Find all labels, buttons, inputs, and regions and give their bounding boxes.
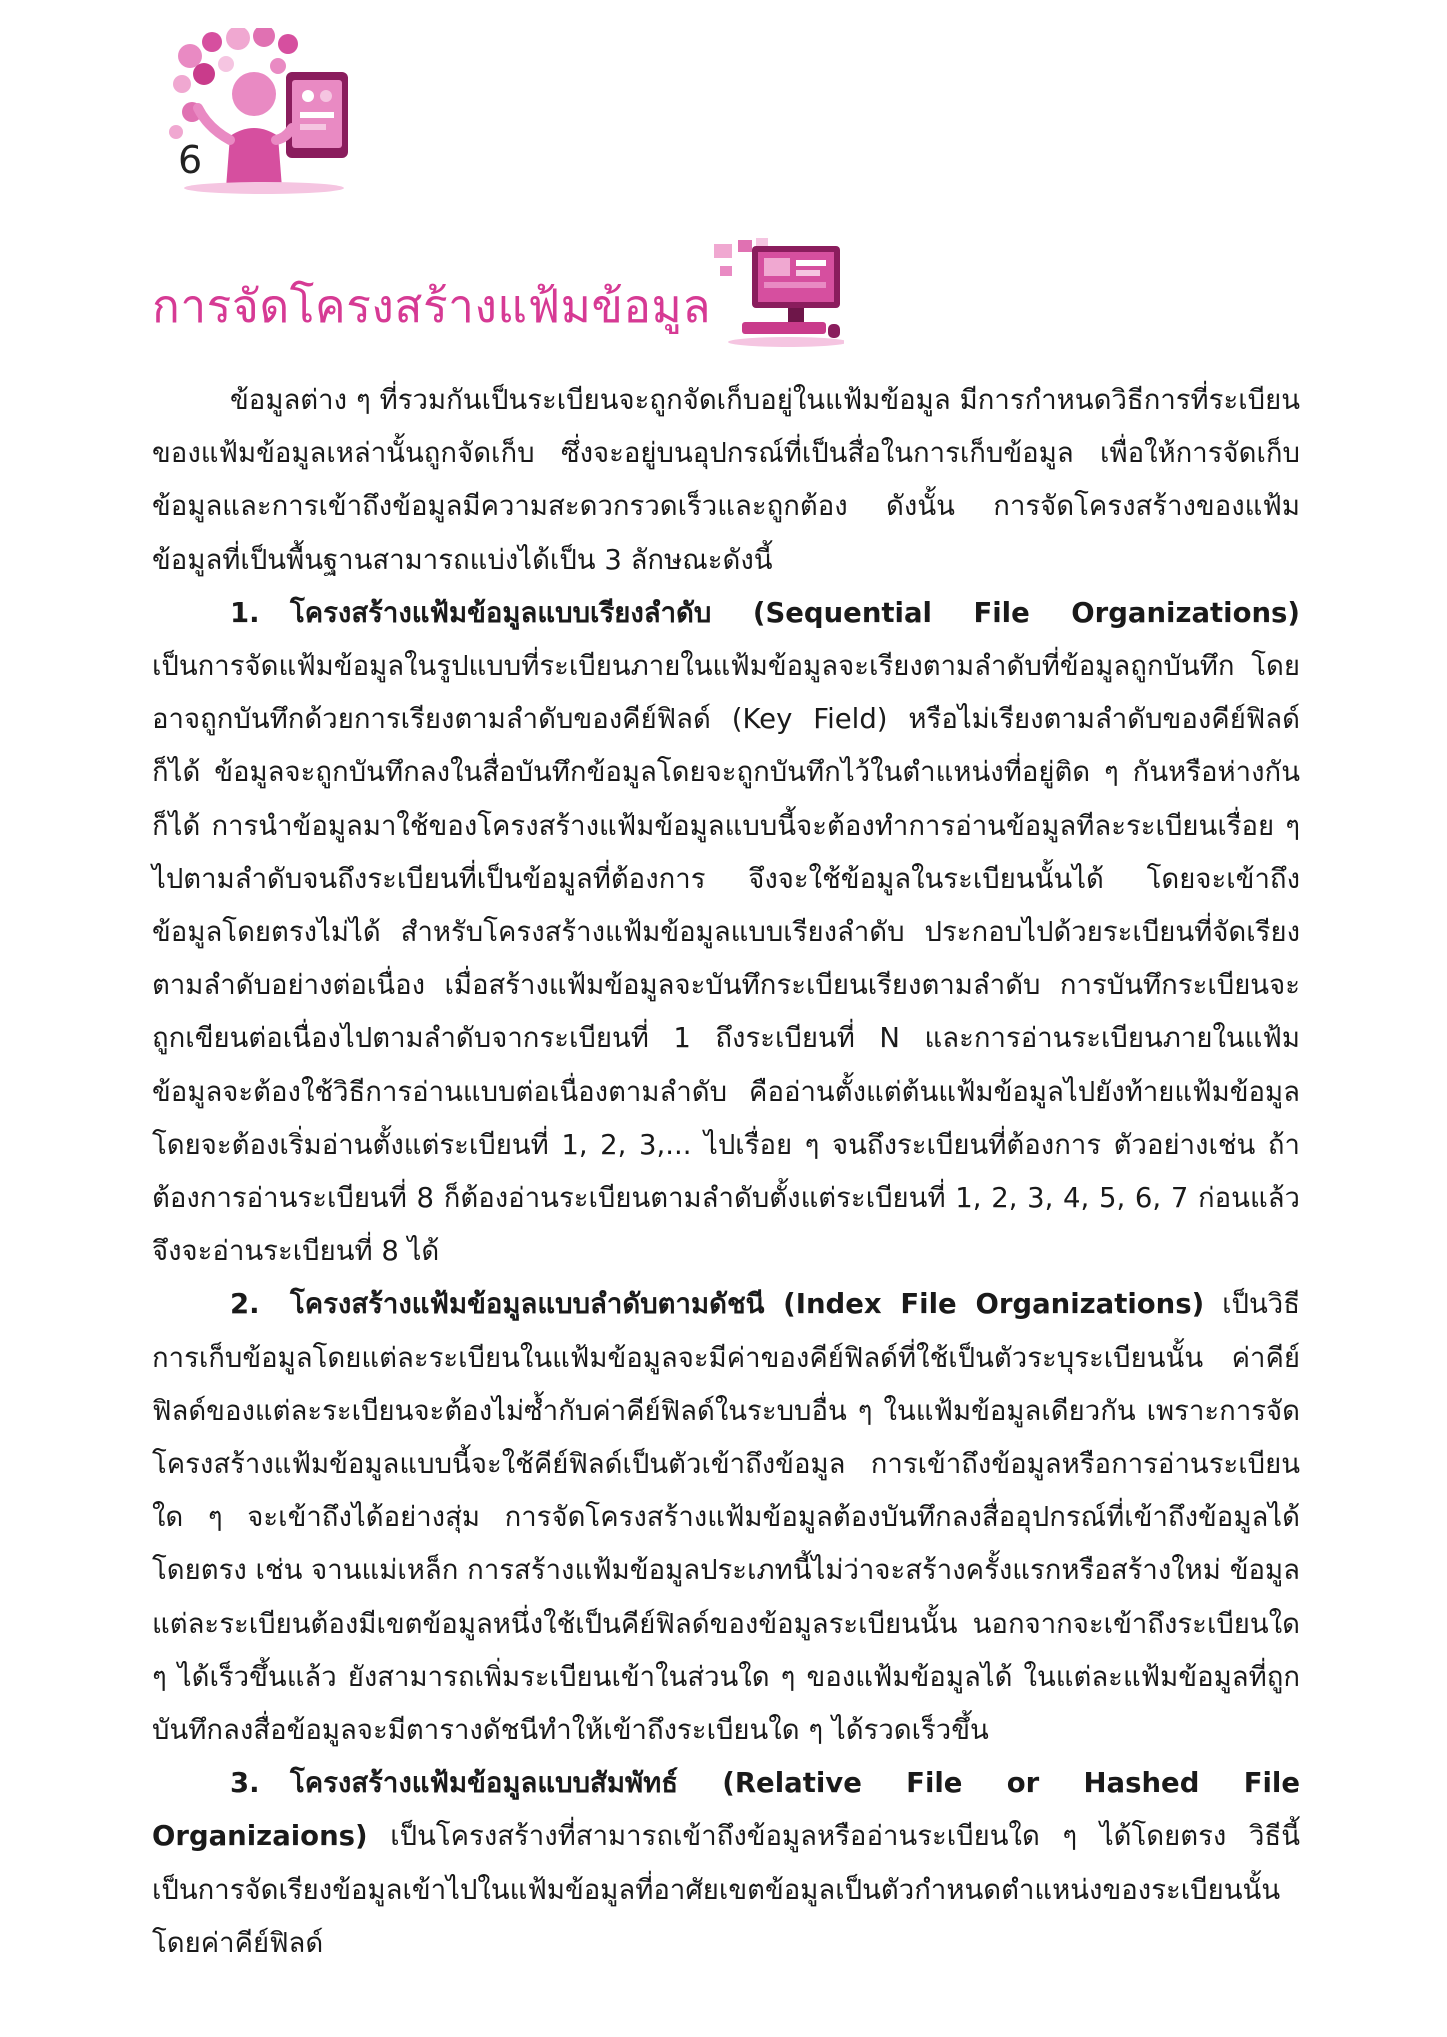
item-2-number: 2. <box>230 1288 260 1321</box>
item-3-number: 3. <box>230 1767 260 1800</box>
item-2-heading: โครงสร้างแฟ้มข้อมูลแบบลำดับตามดัชนี (Index File Organizations) <box>290 1288 1205 1321</box>
page-title: การจัดโครงสร้างแฟ้มข้อมูล <box>152 279 712 333</box>
item-3-text: เป็นโครงสร้างที่สามารถเข้าถึงข้อมูลหรืออ่านระเบียนใด ๆ ได้โดยตรง วิธีนี้เป็นการจัดเรียงข้อมูลเข้าไปในแฟ้มข้อมูลที่อาศัยเขตข้อมูลเป็นตัวกำหนดตำแหน่งของระเบียนนั้น โดยค่าคีย์ฟิลด์ <box>152 1820 1300 1959</box>
intro-paragraph: ข้อมูลต่าง ๆ ที่รวมกันเป็นระเบียนจะถูกจัดเก็บอยู่ในแฟ้มข้อมูล มีการกำหนดวิธีการที่ระเบียนของแฟ้มข้อมูลเหล่านั้นถูกจัดเก็บ ซึ่งจะอยู่บนอุปกรณ์ที่เป็นสื่อในการเก็บข้อมูล เพื่อให้การจัดเก็บข้อมูลและการเข้าถึงข้อมูลมีความสะดวกรวดเร็วและถูกต้อง ดังนั้น การจัดโครงสร้างของแฟ้มข้อมูลที่เป็นพื้นฐานสามารถแบ่งได้เป็น 3 ลักษณะดังนี้ <box>152 384 1300 576</box>
item-2-paragraph <box>152 1278 1300 1757</box>
page-number: 6 <box>178 138 203 182</box>
item-1-heading: โครงสร้างแฟ้มข้อมูลแบบเรียงลำดับ (Sequential File Organizations) <box>290 596 1300 629</box>
item-3-paragraph <box>152 1757 1300 1970</box>
item-1-number: 1. <box>230 596 260 629</box>
body-text <box>152 374 1300 1970</box>
computer-icon <box>712 238 844 350</box>
item-2-text: เป็นวิธีการเก็บข้อมูลโดยแต่ละระเบียนในแฟ้มข้อมูลจะมีค่าของคีย์ฟิลด์ที่ใช้เป็นตัวระบุระเบียนนั้น ค่าคีย์ฟิลด์ของแต่ละระเบียนจะต้องไม่ซ้ำกับค่าคีย์ฟิลด์ในระบบอื่น ๆ ในแฟ้มข้อมูลเดียวกัน เพราะการจัดโครงสร้างแฟ้มข้อมูลแบบนี้จะใช้คีย์ฟิลด์เป็นตัวเข้าถึงข้อมูล การเข้าถึงข้อมูลหรือการอ่านระเบียนใด ๆ จะเข้าถึงได้อย่างสุ่ม การจัดโครงสร้างแฟ้มข้อมูลต้องบันทึกลงสื่ออุปกรณ์ที่เข้าถึงข้อมูลได้โดยตรง เช่น จานแม่เหล็ก การสร้างแฟ้มข้อมูลประเภทนี้ไม่ว่าจะสร้างครั้งแรกหรือสร้างใหม่ ข้อมูลแต่ละระเบียนต้องมีเขตข้อมูลหนึ่งใช้เป็นคีย์ฟิลด์ของข้อมูลระเบียนนั้น นอกจากจะเข้าถึงระเบียนใด ๆ ได้เร็วขึ้นแล้ว ยังสามารถเพิ่มระเบียนเข้าในส่วนใด ๆ ของแฟ้มข้อมูลได้ ในแต่ละแฟ้มข้อมูลที่ถูกบันทึกลงสื่อข้อมูลจะมีตารางดัชนีทำให้เข้าถึงระเบียนใด ๆ ได้รวดเร็วขึ้น <box>152 1288 1300 1747</box>
item-3-heading: โครงสร้างแฟ้มข้อมูลแบบสัมพัทธ์ (Relative File or Hashed File Organizaions) <box>152 1767 1300 1853</box>
item-1-text: เป็นการจัดแฟ้มข้อมูลในรูปแบบที่ระเบียนภายในแฟ้มข้อมูลจะเรียงตามลำดับที่ข้อมูลถูกบันทึก โดยอาจถูกบันทึกด้วยการเรียงตามลำดับของคีย์ฟิลด์ (Key Field) หรือไม่เรียงตามลำดับของคีย์ฟิลด์ก็ได้ ข้อมูลจะถูกบันทึกลงในสื่อบันทึกข้อมูลโดยจะถูกบันทึกไว้ในตำแหน่งที่อยู่ติด ๆ กันหรือห่างกันก็ได้ การนำข้อมูลมาใช้ของโครงสร้างแฟ้มข้อมูลแบบนี้จะต้องทำการอ่านข้อมูลทีละระเบียนเรื่อย ๆ ไปตามลำดับจนถึงระเบียนที่เป็นข้อมูลที่ต้องการ จึงจะใช้ข้อมูลในระเบียนนั้นได้ โดยจะเข้าถึงข้อมูลโดยตรงไม่ได้ สำหรับโครงสร้างแฟ้มข้อมูลแบบเรียงลำดับ ประกอบไปด้วยระเบียนที่จัดเรียงตามลำดับอย่างต่อเนื่อง เมื่อสร้างแฟ้มข้อมูลจะบันทึกระเบียนเรียงตามลำดับ การบันทึกระเบียนจะถูกเขียนต่อเนื่องไปตามลำดับจากระเบียนที่ 1 ถึงระเบียนที่ N และการอ่านระเบียนภายในแฟ้มข้อมูลจะต้องใช้วิธีการอ่านแบบต่อเนื่องตามลำดับ คืออ่านตั้งแต่ต้นแฟ้มข้อมูลไปยังท้ายแฟ้มข้อมูล โดยจะต้องเริ่มอ่านตั้งแต่ระเบียนที่ 1, 2, 3,... ไปเรื่อย ๆ จนถึงระเบียนที่ต้องการ ตัวอย่างเช่น ถ้าต้องการอ่านระเบียนที่ 8 ก็ต้องอ่านระเบียนตามลำดับตั้งแต่ระเบียนที่ 1, 2, 3, 4, 5, 6, 7 ก่อนแล้วจึงจะอ่านระเบียนที่ 8 ได้ <box>152 650 1300 1268</box>
item-1-paragraph <box>152 587 1300 1279</box>
